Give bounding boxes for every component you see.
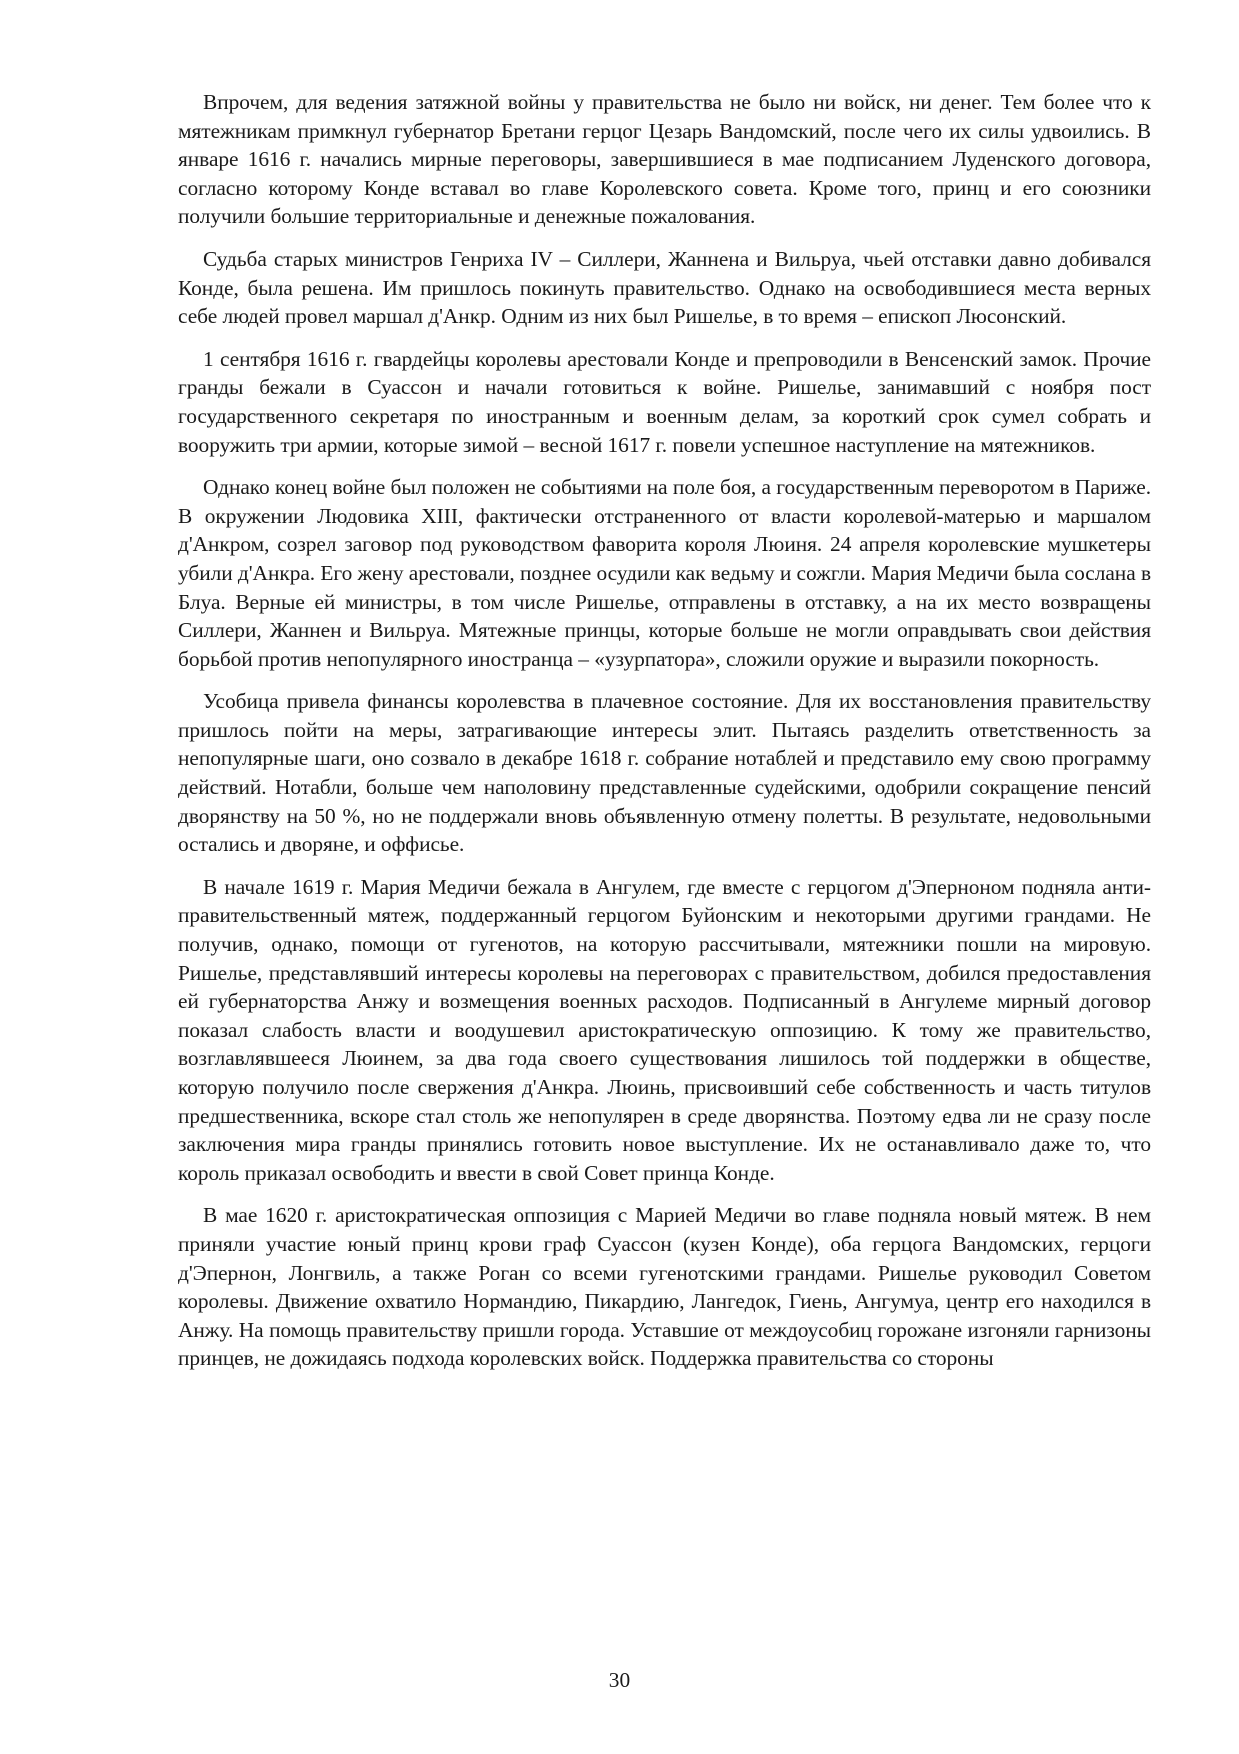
paragraph: Впрочем, для ведения затяжной войны у правительства не было ни войск, ни денег. Тем более что к мятежникам примкнул губернатор Бретани герцог Цезарь Вандомский, после чего их силы удвоились. В январе 1616 г. начались мирные переговоры, завершившиеся в мае подписанием Луденского договора, согласно которому Конде вставал во главе Королевского совета. Кроме того, принц и его союзники получили большие территориальные и денежные пожалования. [178,90,1151,229]
paragraph: 1 сентября 1616 г. гвардейцы королевы арестовали Конде и препроводили в Венсенский замок. Прочие гранды бежали в Суассон и начали готовиться к войне. Ришелье, занимавший с ноября пост государственного секретаря по иностранным и военным делам, за короткий срок сумел собрать и вооружить три армии, которые зимой – весной 1617 г. повели успешное наступление на мятежников. [178,346,1151,457]
document-body [178,88,1151,1387]
paragraph: Судьба старых министров Генриха IV – Силлери, Жаннена и Вильруа, чьей отставки давно добивался Конде, была решена. Им пришлось покинуть правительство. Однако на освободившиеся места верных себе людей провел маршал д'Анкр. Одним из них был Ришелье, в то время – епископ Люсонский. [178,246,1151,329]
paragraph: В начале 1619 г. Мария Медичи бежала в Ангулем, где вместе с герцогом д'Эперноном подняла анти-правительственный мятеж, поддержанный герцогом Буйонским и некоторыми другими грандами. Не получив, однако, помощи от гугенотов, на которую рассчитывали, мятежники пошли на мировую. Ришелье, представлявший интересы королевы на переговорах с правительством, добился предоставления ей губернаторства Анжу и возмещения военных расходов. Подписанный в Ангулеме мирный договор показал слабость власти и воодушевил аристократическую оппозицию. К тому же правительство, возглавлявшееся Люинем, за два года своего существования лишилось той поддержки в обществе, которую получило после свержения д'Анкра. Люинь, присвоивший себе собственность и часть титулов предшественника, вскоре стал столь же непопулярен в среде дворянства. Поэтому едва ли не сразу после заключения мира гранды принялись готовить новое выступление. Их не останавливало даже то, что король приказал освободить и ввести в свой Совет принца Конде. [178,874,1151,1185]
paragraph: Усобица привела финансы королевства в плачевное состояние. Для их восстановления правительству пришлось пойти на меры, затрагивающие интересы элит. Пытаясь разделить ответственность за непопулярные шаги, оно созвало в декабре 1618 г. собрание нотаблей и представило ему свою программу действий. Нотабли, больше чем наполовину представленные судейскими, одобрили сокращение пенсий дворянству на 50 %, но не поддержали вновь объявленную отмену полетты. В результате, недовольными остались и дворяне, и оффисье. [178,689,1151,857]
paragraph: Однако конец войне был положен не событиями на поле боя, а государственным переворотом в Париже. В окружении Людовика XIII, фактически отстраненного от власти королевой-матерью и маршалом д'Анкром, созрел заговор под руководством фаворита короля Люиня. 24 апреля королевские мушкетеры убили д'Анкра. Его жену арестовали, позднее осудили как ведьму и сожгли. Мария Медичи была сослана в Блуа. Верные ей министры, в том числе Ришелье, отправлены в отставку, а на их место возвращены Силлери, Жаннен и Вильруа. Мятежные принцы, которые больше не могли оправдывать свои действия борьбой против непопулярного иностранца – «узурпатора», сложили оружие и выразили покорность. [178,475,1151,671]
paragraph: В мае 1620 г. аристократическая оппозиция с Марией Медичи во главе подняла новый мятеж. В нем приняли участие юный принц крови граф Суассон (кузен Конде), оба герцога Вандомских, герцоги д'Эпернон, Лонгвиль, а также Роган со всеми гугенотскими грандами. Ришелье руководил Советом королевы. Движение охватило Нормандию, Пикардию, Лангедок, Гиень, Ангумуа, центр его находился в Анжу. На помощь правительству пришли города. Уставшие от междоусобиц горожане изгоняли гарнизоны принцев, не дожидаясь подхода королевских войск. Поддержка правительства со стороны [178,1203,1151,1371]
page-number: 30 [608,1668,631,1692]
